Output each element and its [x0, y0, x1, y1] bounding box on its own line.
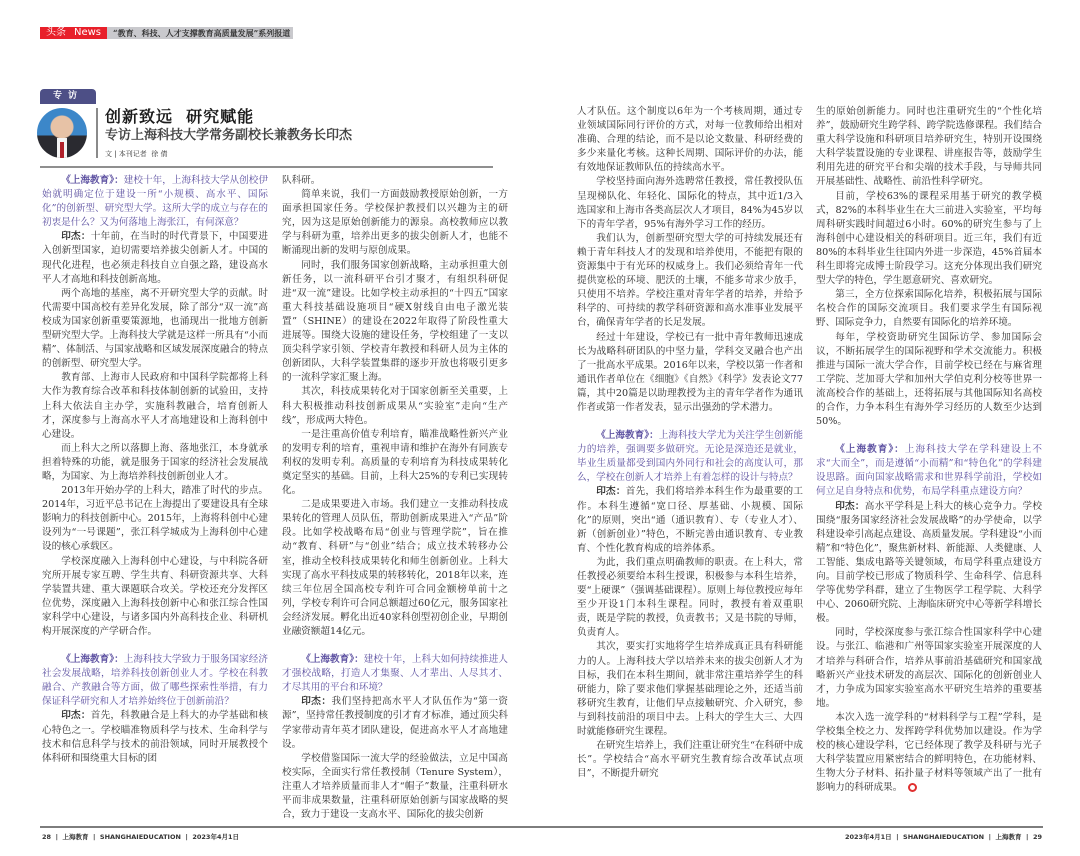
right-page-column-2 [816, 105, 1042, 796]
paragraph-text: 上海科技大学尤为关注学生创新能力的培养，强调要多做研究。无论是深造还是就业，毕业生质量都受到国内外同行和社会的高度认可，那么，学校在创新人才培养上有着怎样的设计与特点？ [577, 430, 804, 484]
paragraph-text: 我们认为，创新型研究型大学的可持续发展还有赖于青年科技人才的发现和培养使用，不能把有限的资源集中于有光环的权威身上。我们必须给青年一代提供宽松的环境、肥沃的土壤，不能多苛求少放手，只使用不培养。学校注重对青年学者的培养，并给予科学的、可持续的教学科研资源和高水准事业发展平台，确保青年学者的长足发展。 [577, 232, 803, 329]
body-paragraph [42, 371, 268, 441]
article-subtitle: 专访上海科技大学常务副校长兼教务长印杰 [105, 128, 353, 143]
right-footer-rule [540, 826, 1043, 828]
series-title: “教育、科技、人才支撑教育高质量发展”系列报道 [107, 27, 293, 39]
body-paragraph [816, 105, 1042, 190]
body-paragraph [282, 752, 508, 822]
article-title: 创新致远 研究赋能 [105, 107, 255, 126]
paragraph-text: 本次入选一流学科的“材料科学与工程”学科，是学校集全校之力、发挥跨学科优势加以建设。作为学校的核心建设学科，它已经体现了教学及科研与光子大科学装置应用紧密结合的鲜明特色，在功能材料、生物大分子材料、拓扑量子材料等领域产出了一批有影响力的科研成果。 [816, 711, 1042, 794]
body-paragraph [816, 626, 1042, 711]
body-paragraph [816, 331, 1042, 430]
interviewer-label: 《上海教育》： [61, 654, 124, 666]
paragraph-text: 学校坚持面向海外选聘常任教授，常任教授队伍呈现梯队化、年轻化、国际化的特点，其中近1/3入选国家和上海市各类高层次人才项目，84%为45岁以下的青年学者，95%有海外学习工作的经历。 [577, 176, 803, 230]
paragraph-text: 同时，我们服务国家创新战略，主动承担重大创新任务，以一流科研平台引才聚才，有组织科研促进“双一流”建设。比如学校主动承担的“十四五”国家重大科技基础设施项目“硬X射线自由电子激光装置”（SHINE）的建设在2022年取得了阶段性重大进展等。围绕大设施的建设任务，学校组建了一支以顶尖科学家引领、学校青年教授和科研人员为主体的创新团队，大科学装置集群的逐步开放也将吸引更多的一流科学家汇聚上海。 [282, 259, 508, 384]
paragraph-text: 上海科技大学致力于服务国家经济社会发展战略，培养科技创新创业人才。学校在科教融合、产教融合等方面，做了哪些探索性举措，有力保证科学研究和人才培养始终位于创新前沿？ [42, 654, 269, 708]
paragraph-text: 目前，学校63%的课程采用基于研究的教学模式，82%的本科毕业生在大三前进入实验室，平均每周科研实践时间超过6小时。60%的研究生参与了上海科创中心建设相关的科研项目。近三年，我们有近80%的本科毕业生往国内外进一步深造，45%首届本科生即将完成博士阶段学习。这充分体现出我们研究型大学的特色，学生愿意研究、喜欢研究。 [816, 190, 1042, 287]
paragraph-text: 而上科大之所以落脚上海、落地张江，本身就承担着特殊的功能，就是服务于国家的经济社会发展战略，为国家、为上海培养科技创新创业人才。 [42, 442, 268, 482]
paragraph-text: 简单来说，我们一方面鼓励教授原始创新，一方面承担国家任务。学校保护教授们以兴趣为主的研究，因为这是原始创新能力的源泉。高校教师应以教学与科研为重，培养出更多的拔尖创新人才，也能不断涌现出新的发明与原创成果。 [282, 189, 508, 257]
end-mark-icon [908, 783, 917, 792]
left-page-column-1 [42, 174, 268, 766]
paragraph-text: 每年，学校资助研究生国际访学、参加国际会议，不断拓展学生的国际视野和学术交流能力。积极推进与国际一流大学合作，目前学校已经在与麻省理工学院、芝加哥大学和加州大学伯克利分校等世界一流高校合作的基础上，还将拓展与其他国际知名高校的合作，力争本科生有海外学习经历的人数至少达到50%。 [816, 331, 1042, 428]
speaker-label: 印杰： [301, 696, 332, 708]
body-paragraph [577, 232, 803, 331]
paragraph-text: 生的原始创新能力。同时也注重研究生的“个性化培养”，鼓励研究生跨学科、跨学院选修课程。我们结合重大科学设施和科研项目培养研究生，特别开设围绕大科学装置设施的专业课程、讲座报告等，鼓励学生利用先进的研究平台和尖端的技术手段，与导师共同开展基础性、战略性、前沿性科学研究。 [816, 106, 1042, 188]
paragraph-text: 高水平学科是上科大的核心竞争力。学校围绕“服务国家经济社会发展战略”的办学使命，以学科建设牵引高起点建设、高质量发展。学科建设“小而精”和“特色化”，聚焦新材料、新能源、人类健康、人工智能、集成电路等关键领域，布局学科重点建设方向。目前学校已形成了物质科学、生命科学、信息科学等优势学科群，建立了生物医学工程学院、大科学中心、2060研究院、上海临床研究中心等新学科增长极。 [816, 500, 1043, 625]
body-paragraph [577, 556, 803, 641]
article-tag: 专访 [40, 89, 96, 104]
section-label [40, 27, 107, 39]
answer-paragraph [282, 695, 508, 751]
paragraph-text: 十年前，在当时的时代背景下，中国要进入创新型国家，迫切需要培养拔尖创新人才。中国的现代化进程，也必须走科技自立自强之路，建设高水平人才高地和科技创新高地。 [42, 231, 269, 285]
body-paragraph [816, 288, 1042, 330]
body-paragraph [816, 711, 1042, 796]
question-paragraph [282, 653, 508, 695]
paragraph-text: 二是成果要进入市场。我们建立一支推动科技成果转化的管理人员队伍，帮助创新成果进入“产品”阶段。比如学校战略布局“创业与管理学院”，旨在推动“教育、科研”与“创业”结合；成立技术转移办公室，推动全校科技成果转化和师生创新创业。上科大实现了高水平科技成果的转移转化，2018年以来，连续三年位居全国高校专利许可合同金额榜单前十之列，学校专利许可合同总额超过60亿元，服务国家社会经济发展。孵化出近40家科创型初创企业，早期创业融资额超14亿元。 [282, 499, 508, 637]
body-paragraph [577, 739, 803, 781]
paragraph-text: 建校十年，上海科技大学从创校伊始就明确定位于建设一所“小规模、高水平、国际化”的创新型、研究型大学。这所大学的成立与存在的初衷是什么？又为何落地上海张江，有何深意？ [42, 175, 269, 229]
body-paragraph [577, 331, 803, 416]
body-paragraph [282, 174, 508, 188]
paragraph-text: 两个高地的基座，离不开研究型大学的贡献。时代需要中国高校有差异化发展，除了部分“双一流”高校成为国家创新重要策源地，也涌现出一批地方创新型研究型大学。上海科技大学就是这样一所具有“小而精”、体制活、与国家战略和区域发展深度融合的特点的创新型、研究型大学。 [42, 287, 268, 370]
body-paragraph [42, 555, 268, 640]
paragraph-text: 其次，要实打实地将学生培养成真正具有科研能力的人。上海科技大学以培养未来的拔尖创新人才为目标，我们在本科生期间，就非常注重培养学生的科研能力，除了要求他们掌握基础理论之外，还适当前移研究生教育，让他们早点接触研究、介入研究，参与到科技前沿的项目中去。上科大的学生大三、大四时就能修研究生课程。 [577, 641, 803, 738]
left-page-footer: 28 | 上海教育 | SHANGHAIEDUCATION | 2023年4月1日 [42, 833, 240, 841]
answer-paragraph [42, 230, 268, 286]
body-paragraph [42, 484, 268, 554]
body-paragraph [282, 188, 508, 258]
paragraph-text: 一是注重高价值专利培育，瞄准战略性新兴产业的发明专利的培育，重视申请和维护在海外有同族专利权的发明专利。高质量的专利培育为科技成果转化奠定坚实的基础。目前，上科大25%的专利已实现转化。 [282, 428, 508, 497]
section-label-en: News [74, 27, 102, 38]
body-paragraph [282, 498, 508, 639]
title-divider [96, 108, 98, 158]
paragraph-text: 同时，学校深度参与张江综合性国家科学中心建设。与张江、临港和广州等国家实验室开展深度的人才培养与科研合作，培养从事前沿基础研究和国家战略新兴产业技术研发的高层次、国际化的创新创业人才，力争成为国家实验室高水平研究生培养的重要基地。 [816, 627, 1042, 709]
answer-paragraph [577, 485, 803, 555]
paragraph-text: 上海科技大学在学科建设上不求“大而全”，而是遵循“小而精”和“特色化”的学科建设思路。面向国家战略需求和世界科学前沿，学校如何立足自身特点和优势，布局学科重点建设方向？ [816, 444, 1043, 498]
paragraph-text: 在研究生培养上，我们注重让研究生“在科研中成长”。学校结合“高水平研究生教育综合改革试点项目”，不断提升研究 [577, 740, 803, 780]
section-header [40, 27, 293, 39]
right-page-column-1 [577, 105, 803, 781]
left-footer-rule [40, 826, 540, 828]
speaker-label: 印杰： [61, 710, 91, 722]
left-page-column-2 [282, 174, 508, 822]
body-paragraph [42, 442, 268, 484]
paragraph-text: 经过十年建设，学校已有一批中青年教师迅速成长为战略科研团队的中坚力量，学科交叉融合也产出了一批高水平成果。2016年以来，学校以第一作者和通讯作者单位在《细胞》《自然》《科学》发表论文77篇，其中20篇是以助理教授为主的青年学者作为通讯作者或第一作者发表，显示出强劲的学术潜力。 [577, 331, 803, 413]
body-paragraph [577, 640, 803, 739]
speaker-label: 印杰： [596, 486, 626, 498]
answer-paragraph [42, 709, 268, 765]
paragraph-text: 教育部、上海市人民政府和中国科学院都将上科大作为教育综合改革和科技体制创新的试验田，支持上科大依法自主办学，实施科教融合，培育创新人才，深度参与上海高水平人才高地建设和上海科创中心建设。 [42, 372, 268, 440]
paragraph-text: 首先，我们将培养本科生作为最重要的工作。本科生遵循“宽口径、厚基础、小规模、国际化”的原则，突出“通（通识教育）、专（专业人才）、新（创新创业）”特色，不断完善由通识教育、专业教育、个性化教育构成的培养体系。 [577, 486, 804, 554]
body-paragraph [816, 190, 1042, 289]
interviewer-label: 《上海教育》： [596, 430, 659, 442]
interviewer-label: 《上海教育》： [61, 175, 124, 186]
question-paragraph [42, 174, 268, 230]
speaker-label: 印杰： [835, 500, 865, 512]
paragraph-text: 首先，科教融合是上科大的办学基础和核心特色之一。学校瞄准物质科学与技术、生命科学与技术和信息科学与技术的前沿领域，同时开展教授个体科研和围绕重大目标的团 [42, 710, 269, 764]
paragraph-text: 学校深度融入上海科创中心建设，与中科院各研究所开展专家互聘、学生共育、科研资源共享、大科学装置共建、重大课题联合攻关。学校还充分发挥区位优势，深度融入上海科技创新中心和张江综合性国家科学中心建设，与诸多国内外高科技企业、科研机构开展深度的产学研合作。 [42, 555, 268, 637]
answer-paragraph [816, 500, 1042, 627]
paragraph-text: 人才队伍。这个制度以6年为一个考核周期，通过专业领域国际同行评价的方式，对每一位教师给出相对准确、合理的结论，而不是以论文数量、科研经费的多少来量化考核。这种长周期、国际评价的办法，能有效地保证教师队伍的持续高水平。 [577, 106, 803, 174]
paragraph-text: 2013年开始办学的上科大，踏准了时代的步点。2014年，习近平总书记在上海提出了要建设具有全球影响力的科技创新中心。2015年，上海将科创中心建设列为“一号课题”，张江科学城成为上海科创中心建设的核心承载区。 [42, 485, 268, 553]
paragraph-text: 为此，我们重点明确教师的职责。在上科大，常任教授必须要给本科生授课，积极参与本科生培养，要“上硬课”（强调基础课程）。原则上每位教授应每年至少开设1门本科生课程。同时，教授有着双重职责，既是学院的教授，负责教书；又是书院的导师，负责育人。 [577, 556, 803, 639]
interviewer-label: 《上海教育》： [301, 654, 364, 666]
body-paragraph [42, 287, 268, 372]
paragraph-text: 第三，全方位探索国际化培养，积极拓展与国际名校合作的国际交流项目。我们要求学生有国际视野、国际竞争力，自然要有国际化的培养环境。 [816, 289, 1042, 329]
question-paragraph [816, 443, 1042, 499]
interviewer-label: 《上海教育》： [835, 444, 905, 456]
body-paragraph [282, 385, 508, 427]
title-rule [40, 166, 493, 168]
paragraph-text: 建校十年，上科大如何持续推进人才强校战略，打造人才集聚、人才辈出、人尽其才、才尽其用的平台和环境？ [282, 654, 509, 694]
interviewee-photo [37, 108, 87, 158]
right-page-footer: 2023年4月1日 | SHANGHAIEDUCATION | 上海教育 | 29 [844, 833, 1042, 841]
paragraph-text: 队科研。 [282, 175, 321, 186]
paragraph-text: 我们坚持把高水平人才队伍作为“第一资源”，坚持常任教授制度的引才育才标准，通过顶尖科学家带动青年英才团队建设，促进高水平人才高地建设。 [282, 696, 509, 750]
question-paragraph [577, 429, 803, 485]
paragraph-text: 其次，科技成果转化对于国家创新至关重要，上科大积极推动科技创新成果从“实验室”走向“生产线”，形成两大特色。 [282, 386, 508, 426]
body-paragraph [282, 428, 508, 498]
section-label-cn: 头条 [46, 27, 66, 38]
question-paragraph [42, 653, 268, 709]
body-paragraph [577, 105, 803, 175]
speaker-label: 印杰： [61, 231, 91, 243]
body-paragraph [577, 175, 803, 231]
article-byline: 文 | 本刊记者 徐 倩 [105, 150, 168, 158]
body-paragraph [282, 259, 508, 386]
paragraph-text: 学校借鉴国际一流大学的经验做法，立足中国高校实际，全面实行常任教授制（Tenure System），注重人才培养质量而非人才“帽子”数量，注重科研水平而非成果数量，注重科研原始创新与国家战略的契合，致力于建设一支高水平、国际化的拔尖创新 [282, 752, 508, 821]
